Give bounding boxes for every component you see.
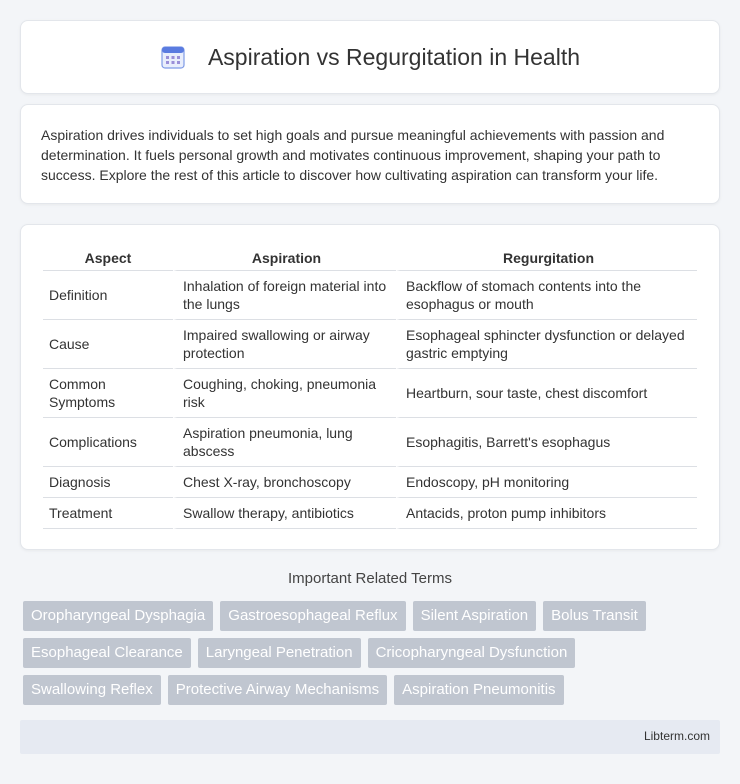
footer bbox=[20, 720, 720, 754]
related-term-tag[interactable]: Cricopharyngeal Dysfunction bbox=[368, 638, 576, 668]
related-term-tag[interactable]: Bolus Transit bbox=[543, 601, 646, 631]
cell-aspect: Common Symptoms bbox=[43, 369, 173, 418]
cell-regurgitation: Endoscopy, pH monitoring bbox=[396, 467, 697, 498]
calendar-icon bbox=[160, 44, 186, 70]
comparison-table bbox=[43, 245, 697, 529]
column-header-aspiration: Aspiration bbox=[173, 245, 396, 271]
related-term-tag[interactable]: Esophageal Clearance bbox=[23, 638, 191, 668]
title-card bbox=[20, 20, 720, 94]
related-term-tag[interactable]: Swallowing Reflex bbox=[23, 675, 161, 705]
cell-regurgitation: Esophagitis, Barrett's esophagus bbox=[396, 418, 697, 467]
comparison-card bbox=[20, 224, 720, 550]
related-term-tag[interactable]: Aspiration Pneumonitis bbox=[394, 675, 563, 705]
table-row bbox=[43, 467, 697, 498]
table-row bbox=[43, 498, 697, 529]
cell-aspect: Cause bbox=[43, 320, 173, 369]
related-term-tag[interactable]: Gastroesophageal Reflux bbox=[220, 601, 405, 631]
page-title: Aspiration vs Regurgitation in Health bbox=[207, 43, 581, 70]
table-row bbox=[43, 369, 697, 418]
column-header-regurgitation: Regurgitation bbox=[396, 245, 697, 271]
cell-aspect: Definition bbox=[43, 271, 173, 320]
cell-aspiration: Impaired swallowing or airway protection bbox=[173, 320, 396, 369]
cell-regurgitation: Backflow of stomach contents into the esophagus or mouth bbox=[396, 271, 697, 320]
related-term-tag[interactable]: Laryngeal Penetration bbox=[198, 638, 361, 668]
related-terms-list bbox=[20, 601, 720, 705]
related-terms-section bbox=[20, 570, 720, 705]
column-header-aspect: Aspect bbox=[43, 245, 173, 271]
cell-aspect: Diagnosis bbox=[43, 467, 173, 498]
cell-regurgitation: Heartburn, sour taste, chest discomfort bbox=[396, 369, 697, 418]
related-terms-heading: Important Related Terms bbox=[288, 570, 452, 587]
table-row bbox=[43, 418, 697, 467]
cell-aspect: Complications bbox=[43, 418, 173, 467]
cell-regurgitation: Esophageal sphincter dysfunction or delayed gastric emptying bbox=[396, 320, 697, 369]
cell-aspiration: Aspiration pneumonia, lung abscess bbox=[173, 418, 396, 467]
related-term-tag[interactable]: Silent Aspiration bbox=[413, 601, 537, 631]
cell-aspiration: Swallow therapy, antibiotics bbox=[173, 498, 396, 529]
cell-aspect: Treatment bbox=[43, 498, 173, 529]
related-term-tag[interactable]: Oropharyngeal Dysphagia bbox=[23, 601, 213, 631]
table-row bbox=[43, 271, 697, 320]
intro-text: Aspiration drives individuals to set high goals and pursue meaningful achievements with passion and determination. It fuels personal growth and motivates continuous improvement, shaping your path to success. Explore the rest of this article to discover how cultivating aspiration can transform your life. bbox=[41, 127, 665, 183]
table-row bbox=[43, 320, 697, 369]
cell-aspiration: Coughing, choking, pneumonia risk bbox=[173, 369, 396, 418]
cell-aspiration: Inhalation of foreign material into the lungs bbox=[173, 271, 396, 320]
footer-site-link[interactable]: Libterm.com bbox=[643, 729, 710, 743]
intro-card bbox=[20, 104, 720, 204]
cell-aspiration: Chest X-ray, bronchoscopy bbox=[173, 467, 396, 498]
cell-regurgitation: Antacids, proton pump inhibitors bbox=[396, 498, 697, 529]
related-term-tag[interactable]: Protective Airway Mechanisms bbox=[168, 675, 387, 705]
